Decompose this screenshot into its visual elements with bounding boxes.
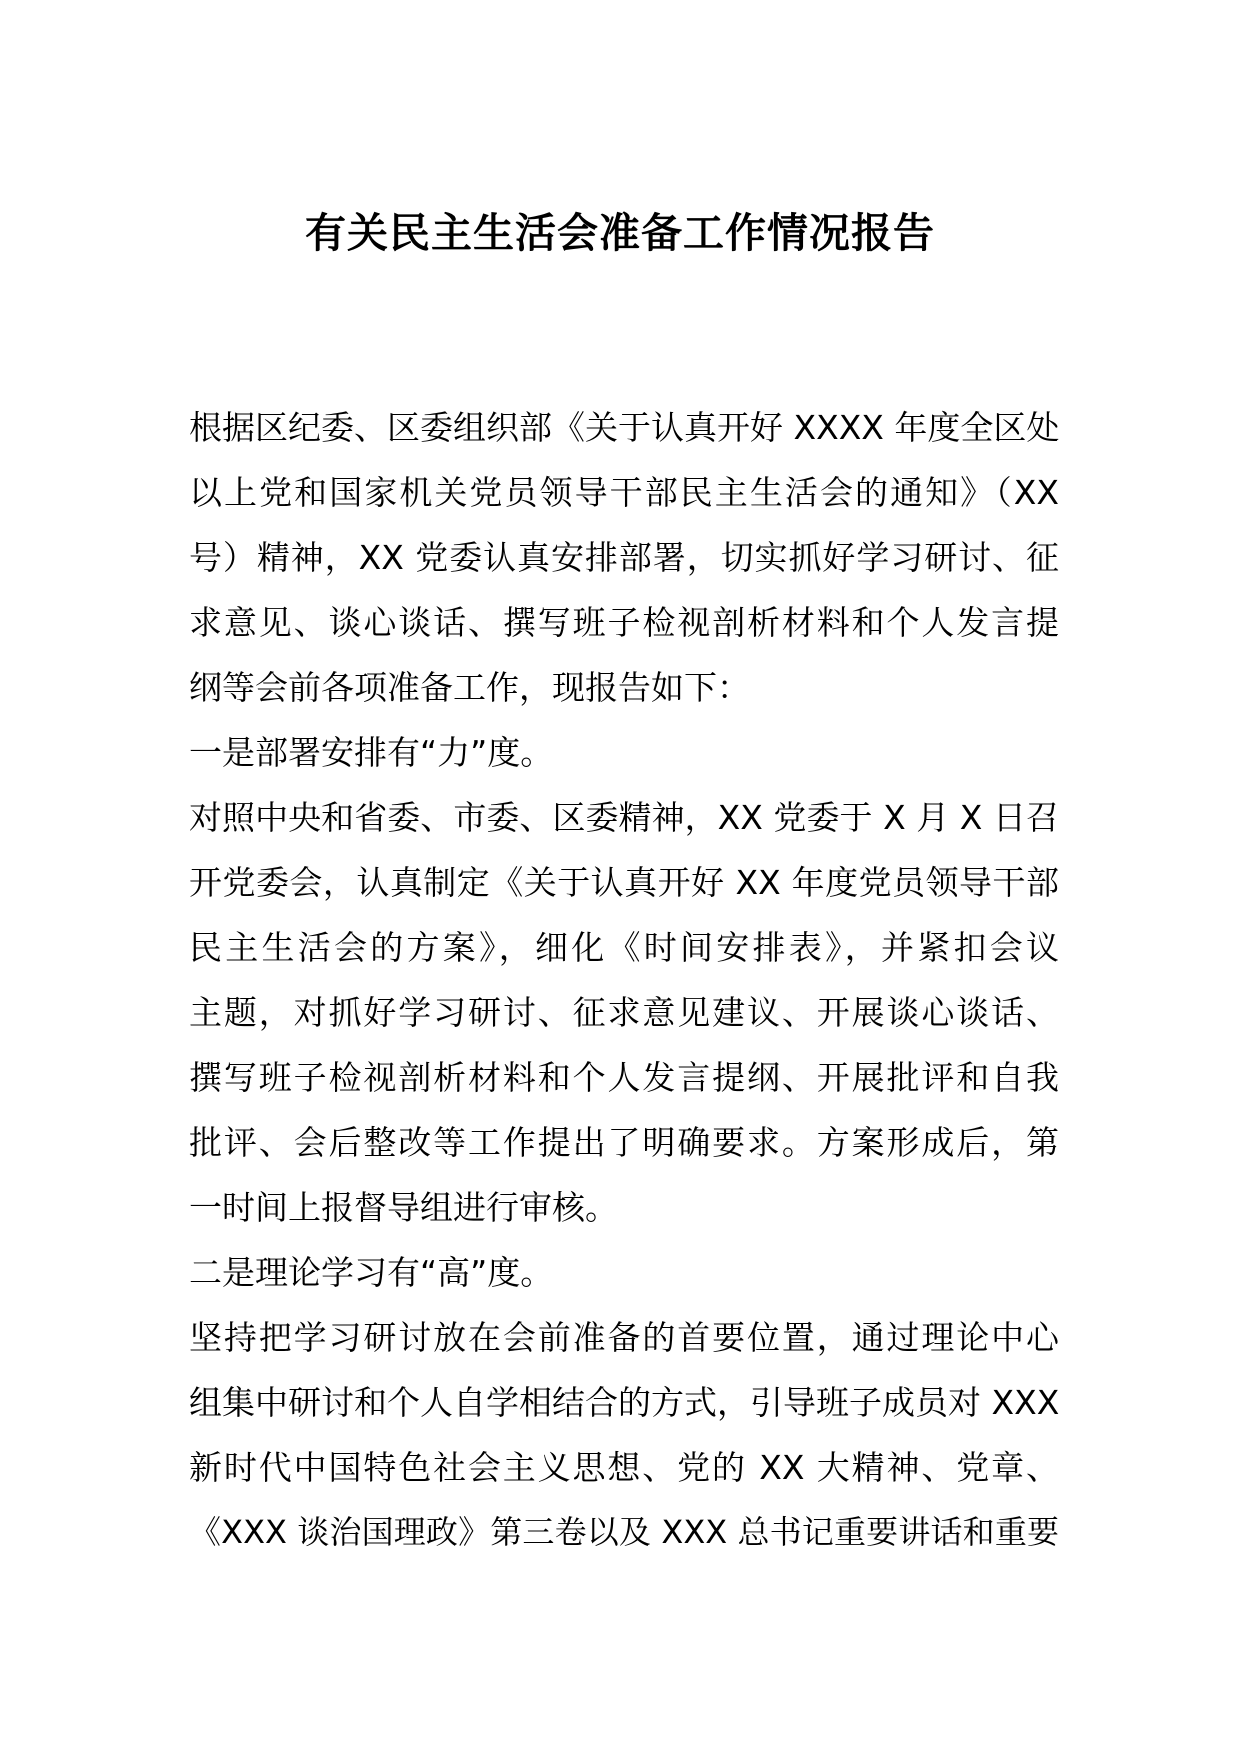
document-title: 有关民主生活会准备工作情况报告	[305, 209, 935, 257]
document-body	[189, 395, 1059, 1565]
body-line: 纲等会前各项准备工作，现报告如下：	[189, 668, 750, 707]
body-line: 新时代中国特色社会主义思想、党的 XX 大精神、党章、	[189, 1448, 1059, 1487]
body-line: 《XXX 谈治国理政》第三卷以及 XXX 总书记重要讲话和重要	[189, 1513, 1059, 1551]
section-heading: 二是理论学习有“高”度。	[189, 1253, 554, 1292]
body-line: 组集中研讨和个人自学相结合的方式，引导班子成员对 XXX	[189, 1383, 1059, 1422]
body-line: 对照中央和省委、市委、区委精神，XX 党委于 X 月 X 日召	[189, 798, 1059, 837]
body-line: 一时间上报督导组进行审核。	[189, 1188, 618, 1227]
body-line: 以上党和国家机关党员领导干部民主生活会的通知》（XX	[189, 473, 1059, 512]
section-heading: 一是部署安排有“力”度。	[189, 733, 554, 772]
body-line: 主题，对抓好学习研讨、征求意见建议、开展谈心谈话、	[189, 993, 1059, 1032]
body-line: 号）精神，XX 党委认真安排部署，切实抓好学习研讨、征	[189, 538, 1059, 577]
body-line: 开党委会，认真制定《关于认真开好 XX 年度党员领导干部	[189, 863, 1059, 902]
body-line: 求意见、谈心谈话、撰写班子检视剖析材料和个人发言提	[189, 603, 1059, 642]
body-line: 民主生活会的方案》，细化《时间安排表》，并紧扣会议	[189, 928, 1059, 967]
body-line: 根据区纪委、区委组织部《关于认真开好 XXXX 年度全区处	[189, 408, 1059, 447]
body-line: 撰写班子检视剖析材料和个人发言提纲、开展批评和自我	[189, 1058, 1059, 1097]
body-line: 坚持把学习研讨放在会前准备的首要位置，通过理论中心	[189, 1318, 1059, 1357]
body-line: 批评、会后整改等工作提出了明确要求。方案形成后，第	[189, 1123, 1059, 1162]
